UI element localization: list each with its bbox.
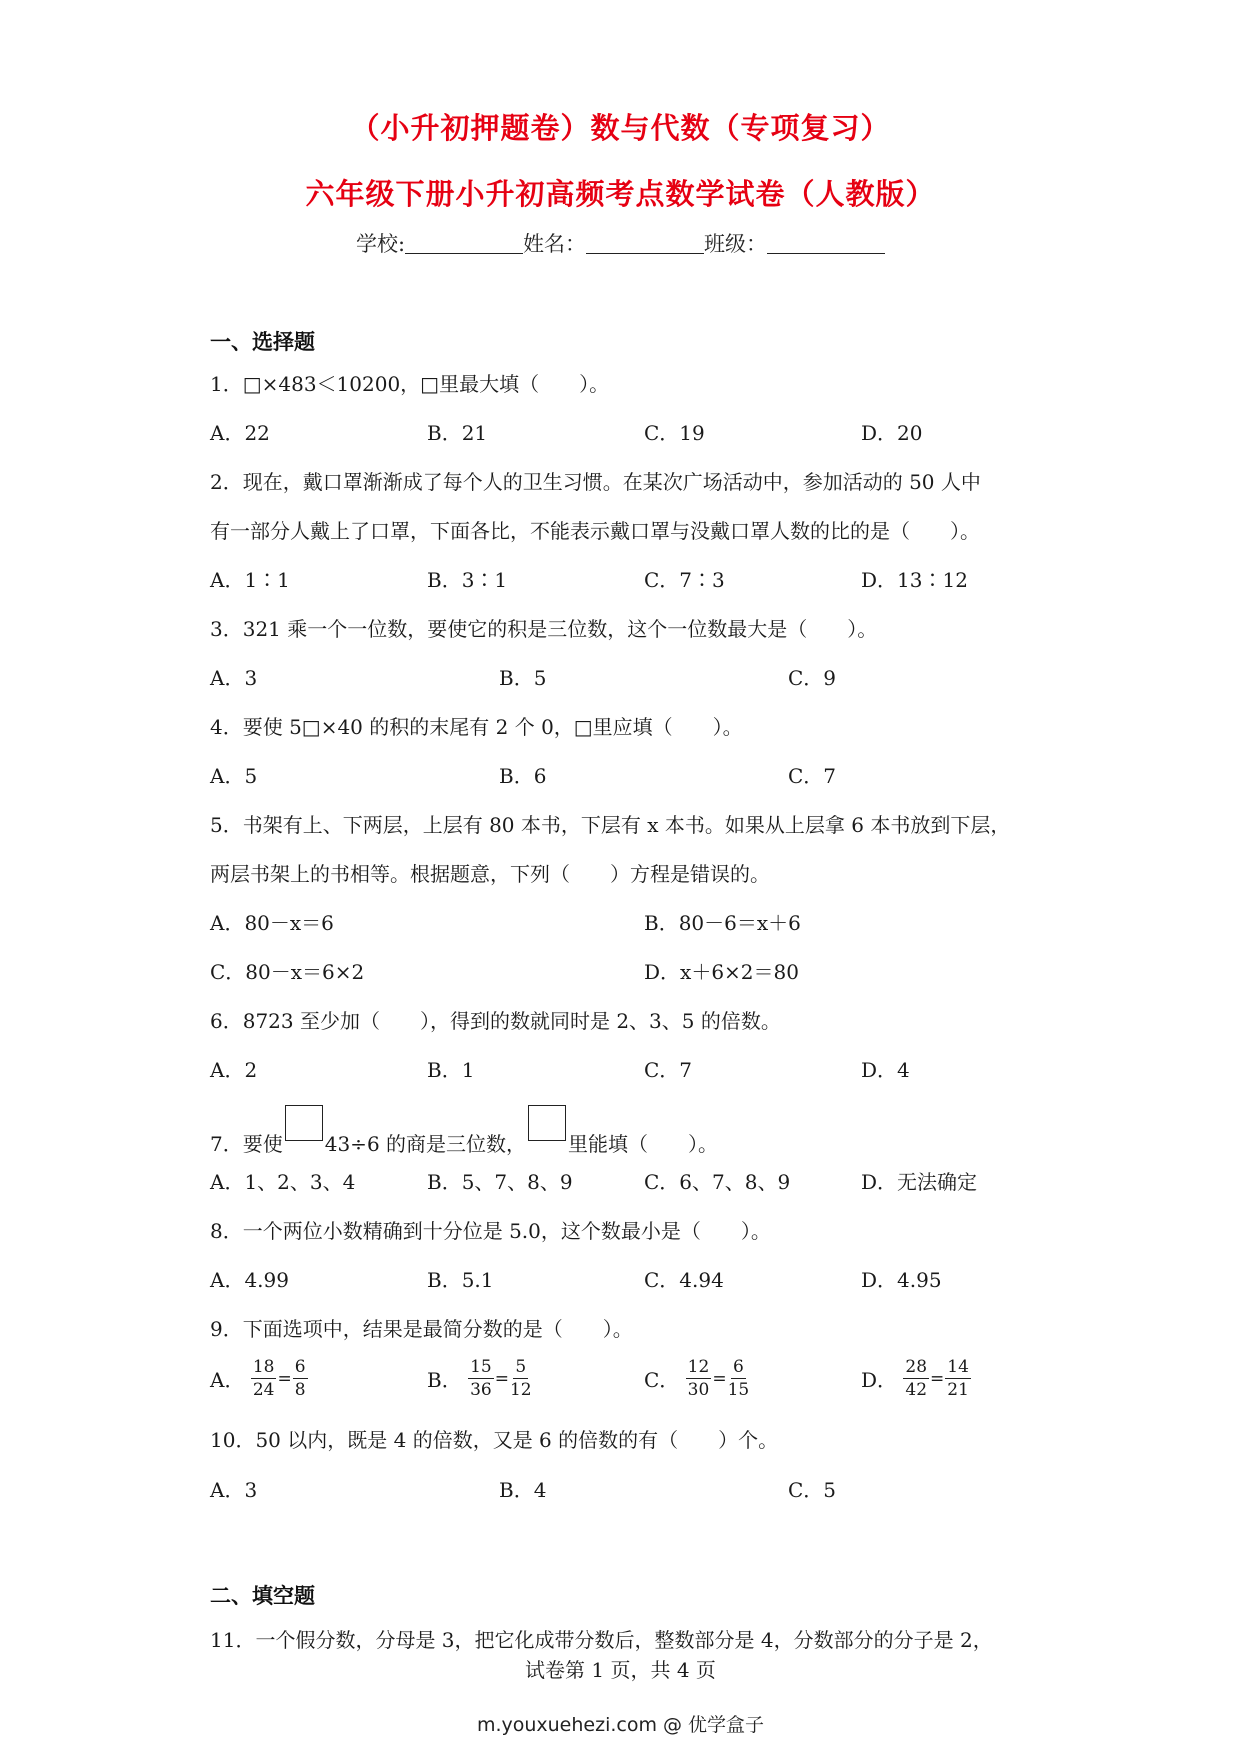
student-info: [0, 228, 1241, 258]
q2-option-b: B．3∶1: [427, 568, 508, 592]
q4-option-c: C．7: [788, 764, 837, 788]
q8-option-b: B．5.1: [427, 1268, 494, 1292]
question-8: 8．一个两位小数精确到十分位是 5.0，这个数最小是（ ）。: [210, 1219, 771, 1243]
school-blank: [405, 233, 523, 254]
q7-option-d: D．无法确定: [861, 1170, 978, 1194]
q7-blank-box-2: [528, 1105, 566, 1141]
question-5-line-2: 两层书架上的书相等。根据题意，下列（ ）方程是错误的。: [210, 862, 770, 886]
q2-option-d: D．13∶12: [861, 568, 968, 592]
q9-c-frac-1: $\frac{12}{30}$: [687, 1357, 710, 1400]
q7-option-c: C．6、7、8、9: [644, 1170, 791, 1194]
page-number: 试卷第 1 页，共 4 页: [525, 1658, 716, 1682]
q9-b-frac-1: $\frac{15}{36}$: [470, 1357, 492, 1400]
q2-option-a: A．1∶1: [210, 568, 290, 592]
q10-option-c: C．5: [788, 1478, 837, 1502]
question-2-line-1: 2．现在，戴口罩渐渐成了每个人的卫生习惯。在某次广场活动中，参加活动的 50 人中: [210, 470, 981, 494]
q5-option-a: A．80－x＝6: [210, 911, 334, 935]
question-4: 4．要使 5□×40 的积的末尾有 2 个 0，□里应填（ ）。: [210, 715, 743, 739]
class-blank: [767, 233, 885, 254]
question-11: 11．一个假分数，分母是 3，把它化成带分数后，整数部分是 4，分数部分的分子是 2，: [210, 1628, 993, 1652]
question-7: [210, 1117, 718, 1157]
q4-option-b: B．6: [499, 764, 547, 788]
q6-option-c: C．7: [644, 1058, 693, 1082]
section-fill-blank: 二、填空题: [210, 1584, 315, 1608]
q3-option-c: C．9: [788, 666, 837, 690]
q9-d-label: D．: [861, 1368, 898, 1392]
q7-blank-box-1: [285, 1105, 323, 1141]
question-9: 9．下面选项中，结果是最简分数的是（ ）。: [210, 1317, 633, 1341]
q7-prefix: 7．要使: [210, 1132, 283, 1156]
q9-option-c: C． $\frac{12}{30}$ = $\frac{6}{15}$: [644, 1357, 750, 1400]
q7-option-b: B．5、7、8、9: [427, 1170, 573, 1194]
question-5-line-1: 5．书架有上、下两层，上层有 80 本书，下层有 x 本书。如果从上层拿 6 本书放到下层，: [210, 813, 1011, 837]
q8-option-a: A．4.99: [210, 1268, 289, 1292]
q4-option-a: A．5: [210, 764, 258, 788]
q7-middle: 43÷6 的商是三位数，: [324, 1132, 527, 1156]
q10-option-b: B．4: [499, 1478, 547, 1502]
q9-d-frac-2: $\frac{14}{21}$: [947, 1357, 969, 1400]
q9-b-frac-2: $\frac{5}{12}$: [509, 1357, 532, 1400]
q1-option-c: C．19: [644, 421, 705, 445]
q5-option-d: D．x＋6×2＝80: [644, 960, 799, 984]
q1-option-b: B．21: [427, 421, 488, 445]
q3-option-b: B．5: [499, 666, 547, 690]
q6-option-d: D．4: [861, 1058, 910, 1082]
site-watermark: m.youxuehezi.com @ 优学盒子: [476, 1714, 765, 1736]
q9-option-d: D． $\frac{28}{42}$ = $\frac{14}{21}$: [861, 1357, 969, 1400]
q8-option-c: C．4.94: [644, 1268, 724, 1292]
q8-option-d: D．4.95: [861, 1268, 942, 1292]
q9-a-frac-1: $\frac{18}{24}$: [252, 1357, 275, 1400]
q9-b-label: B．: [427, 1368, 462, 1392]
question-1: 1．□×483＜10200，□里最大填（ ）。: [210, 372, 610, 396]
question-2-line-2: 有一部分人戴上了口罩，下面各比，不能表示戴口罩与没戴口罩人数的比的是（ ）。: [210, 519, 980, 543]
title-line-2: 六年级下册小升初高频考点数学试卷（人教版）: [305, 177, 936, 211]
class-label: 班级：: [704, 232, 768, 256]
q9-option-b: B． $\frac{15}{36}$ = $\frac{5}{12}$: [427, 1357, 532, 1400]
q5-option-c: C．80－x＝6×2: [210, 960, 365, 984]
q10-option-a: A．3: [210, 1478, 258, 1502]
q6-option-a: A．2: [210, 1058, 258, 1082]
q1-option-a: A．22: [210, 421, 270, 445]
q9-option-a: A． $\frac{18}{24}$ = $\frac{6}{8}$: [210, 1357, 306, 1400]
q7-suffix: 里能填（ ）。: [568, 1132, 719, 1156]
question-3: 3．321 乘一个一位数，要使它的积是三位数，这个一位数最大是（ ）。: [210, 617, 878, 641]
q5-option-b: B．80－6＝x＋6: [644, 911, 801, 935]
q9-a-label: A．: [210, 1368, 245, 1392]
q9-c-label: C．: [644, 1368, 680, 1392]
q9-a-frac-2: $\frac{6}{8}$: [294, 1357, 306, 1400]
name-blank: [586, 233, 704, 254]
q1-option-d: D．20: [861, 421, 923, 445]
q6-option-b: B．1: [427, 1058, 475, 1082]
q3-option-a: A．3: [210, 666, 258, 690]
q9-c-frac-2: $\frac{6}{15}$: [727, 1357, 750, 1400]
section-choice: 一、选择题: [210, 330, 315, 354]
title-line-1: （小升初押题卷）数与代数（专项复习）: [350, 111, 891, 145]
q2-option-c: C．7∶3: [644, 568, 725, 592]
name-label: 姓名：: [523, 232, 587, 256]
question-10: 10．50 以内，既是 4 的倍数，又是 6 的倍数的有（ ）个。: [210, 1428, 779, 1452]
q9-d-frac-1: $\frac{28}{42}$: [905, 1357, 928, 1400]
school-label: 学校:: [355, 232, 406, 256]
q7-option-a: A．1、2、3、4: [210, 1170, 356, 1194]
question-6: 6．8723 至少加（ ），得到的数就同时是 2、3、5 的倍数。: [210, 1009, 781, 1033]
